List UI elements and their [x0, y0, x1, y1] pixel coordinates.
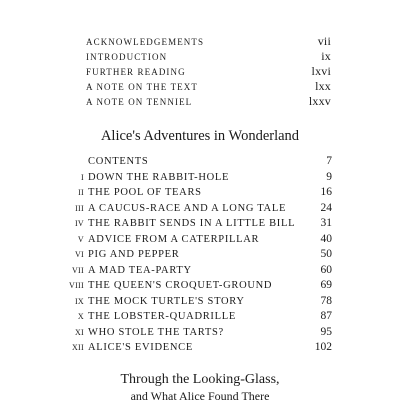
front-matter-page: lxxv [308, 94, 331, 108]
chapter-row [60, 247, 332, 263]
chapter-row [60, 170, 332, 186]
chapter-number: XI [74, 327, 84, 337]
chapter-page: 24 [320, 201, 332, 214]
chapter-title: ADVICE FROM A CATERPILLAR [88, 233, 260, 245]
chapter-row [60, 294, 332, 310]
front-matter-page: lxvi [311, 64, 331, 78]
chapter-number: II [78, 188, 84, 197]
chapter-page: 9 [326, 170, 332, 183]
front-matter-label: A NOTE ON THE TEXT [86, 82, 198, 92]
alice-chapter-list [60, 154, 332, 356]
front-matter-page: vii [317, 34, 331, 48]
looking-glass-title: Through the Looking-Glass, [120, 372, 280, 387]
chapter-row [60, 201, 332, 217]
chapter-title: THE RABBIT SENDS IN A LITTLE BILL [88, 218, 296, 229]
chapter-row [60, 185, 332, 201]
chapter-title: PIG AND PEPPER [88, 249, 180, 260]
front-matter-label: A NOTE ON TENNIEL [86, 97, 193, 107]
chapter-title: ALICE'S EVIDENCE [88, 342, 193, 353]
chapter-number: XII [71, 343, 84, 352]
chapter-number: III [75, 203, 84, 213]
chapter-number: V [77, 234, 84, 244]
chapter-page: 69 [320, 279, 332, 291]
front-matter-page: lxx [315, 79, 331, 93]
chapter-row [60, 340, 332, 356]
chapter-row [60, 154, 332, 170]
chapter-title: THE QUEEN'S CROQUET-GROUND [88, 280, 273, 291]
chapter-title: WHO STOLE THE TARTS? [88, 326, 224, 338]
front-matter-list [86, 34, 331, 109]
chapter-number: IX [74, 296, 84, 306]
chapter-page: 95 [320, 325, 332, 338]
front-matter-row [86, 34, 331, 49]
front-matter-row [86, 94, 331, 109]
front-matter-row [86, 49, 331, 64]
front-matter-row [86, 79, 331, 94]
chapter-row [60, 232, 332, 248]
chapter-page: 31 [320, 217, 332, 229]
front-matter-row [86, 64, 331, 79]
chapter-title: A CAUCUS-RACE AND A LONG TALE [88, 202, 287, 214]
front-matter-label: FURTHER READING [86, 67, 186, 77]
chapter-page: 87 [320, 310, 332, 322]
chapter-page: 40 [320, 232, 332, 245]
chapter-title: CONTENTS [88, 156, 149, 167]
chapter-title: THE MOCK TURTLE'S STORY [88, 295, 245, 307]
chapter-number: VII [71, 265, 84, 275]
chapter-page: 78 [320, 294, 332, 307]
chapter-title: DOWN THE RABBIT-HOLE [88, 171, 230, 183]
chapter-page: 102 [314, 341, 332, 353]
chapter-number: VIII [69, 281, 84, 290]
chapter-page: 60 [320, 263, 332, 276]
chapter-title: A MAD TEA-PARTY [88, 264, 192, 276]
chapter-page: 7 [326, 155, 332, 167]
looking-glass-subtitle: and What Alice Found There [130, 389, 270, 403]
chapter-row [60, 278, 332, 294]
chapter-row [60, 309, 332, 325]
front-matter-label: ACKNOWLEDGEMENTS [86, 37, 205, 47]
chapter-row [60, 216, 332, 232]
front-matter-label: INTRODUCTION [86, 52, 168, 62]
chapter-number: I [81, 172, 84, 182]
chapter-title: THE LOBSTER-QUADRILLE [88, 311, 236, 322]
chapter-row [60, 325, 332, 341]
chapter-number: X [77, 312, 84, 321]
chapter-page: 50 [320, 248, 332, 260]
chapter-number: VI [74, 250, 84, 259]
chapter-title: THE POOL OF TEARS [88, 187, 202, 198]
chapter-page: 16 [320, 186, 332, 198]
chapter-row [60, 263, 332, 279]
alice-section-title: Alice's Adventures in Wonderland [100, 128, 300, 144]
front-matter-page: ix [321, 49, 331, 63]
chapter-number: IV [74, 219, 84, 228]
